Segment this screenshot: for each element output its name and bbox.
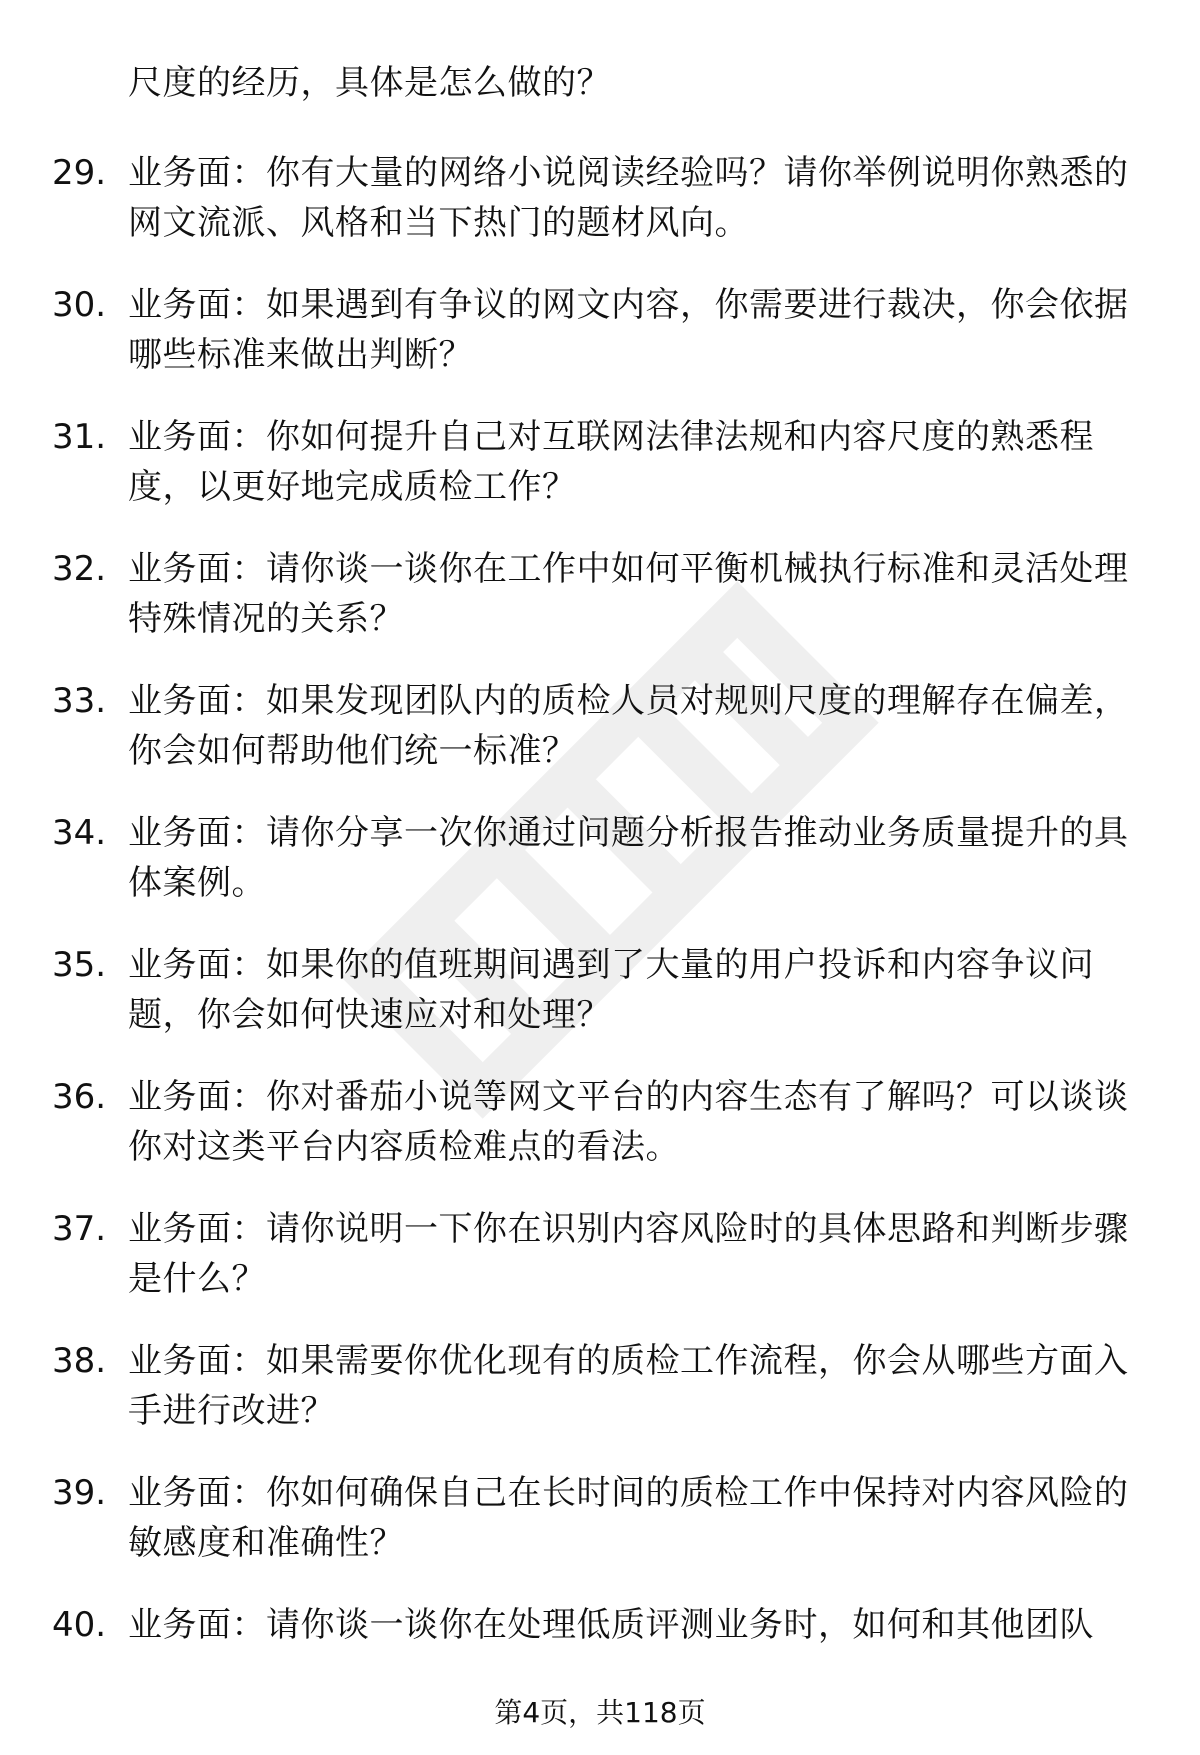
question-text: 业务面：请你说明一下你在识别内容风险时的具体思路和判断步骤是什么？ — [128, 1209, 1129, 1299]
list-item — [52, 1468, 1152, 1600]
question-text: 业务面：请你分享一次你通过问题分析报告推动业务质量提升的具体案例。 — [128, 813, 1129, 903]
question-list — [52, 148, 1152, 1732]
question-number: 38. — [52, 1341, 107, 1381]
question-number: 31. — [52, 417, 107, 457]
list-item — [52, 280, 1152, 412]
question-text: 业务面：如果发现团队内的质检人员对规则尺度的理解存在偏差，你会如何帮助他们统一标准？ — [128, 681, 1129, 771]
list-item — [52, 544, 1152, 676]
question-text: 业务面：请你谈一谈你在工作中如何平衡机械执行标准和灵活处理特殊情况的关系？ — [128, 549, 1129, 639]
question-number: 29. — [52, 153, 107, 193]
list-item — [52, 808, 1152, 940]
question-number: 34. — [52, 813, 107, 853]
question-text: 业务面：你如何确保自己在长时间的质检工作中保持对内容风险的敏感度和准确性？ — [128, 1473, 1129, 1563]
page-footer: 第4页，共118页 — [494, 1696, 706, 1729]
question-number: 30. — [52, 285, 107, 325]
question-text: 业务面：你对番茄小说等网文平台的内容生态有了解吗？可以谈谈你对这类平台内容质检难点的看法。 — [128, 1077, 1129, 1167]
list-item — [52, 1072, 1152, 1204]
question-number: 36. — [52, 1077, 107, 1117]
question-text: 业务面：你如何提升自己对互联网法律法规和内容尺度的熟悉程度，以更好地完成质检工作？ — [128, 417, 1094, 507]
question-text: 业务面：请你谈一谈你在处理低质评测业务时，如何和其他团队 — [128, 1605, 1094, 1645]
continuation-text: 尺度的经历，具体是怎么做的？ — [128, 63, 611, 103]
question-number: 37. — [52, 1209, 107, 1249]
list-item — [52, 412, 1152, 544]
question-text: 业务面：你有大量的网络小说阅读经验吗？请你举例说明你熟悉的网文流派、风格和当下热门的题材风向。 — [128, 153, 1129, 243]
question-text: 业务面：如果需要你优化现有的质检工作流程，你会从哪些方面入手进行改进？ — [128, 1341, 1129, 1431]
list-item — [52, 1336, 1152, 1468]
question-number: 35. — [52, 945, 107, 985]
question-number: 32. — [52, 549, 107, 589]
list-item — [52, 1204, 1152, 1336]
question-number: 40. — [52, 1605, 107, 1645]
list-item — [52, 940, 1152, 1072]
list-item — [52, 676, 1152, 808]
question-text: 业务面：如果你的值班期间遇到了大量的用户投诉和内容争议问题，你会如何快速应对和处理？ — [128, 945, 1094, 1035]
question-number: 39. — [52, 1473, 107, 1513]
question-number: 33. — [52, 681, 107, 721]
question-text: 业务面：如果遇到有争议的网文内容，你需要进行裁决，你会依据哪些标准来做出判断？ — [128, 285, 1129, 375]
list-item — [52, 148, 1152, 280]
